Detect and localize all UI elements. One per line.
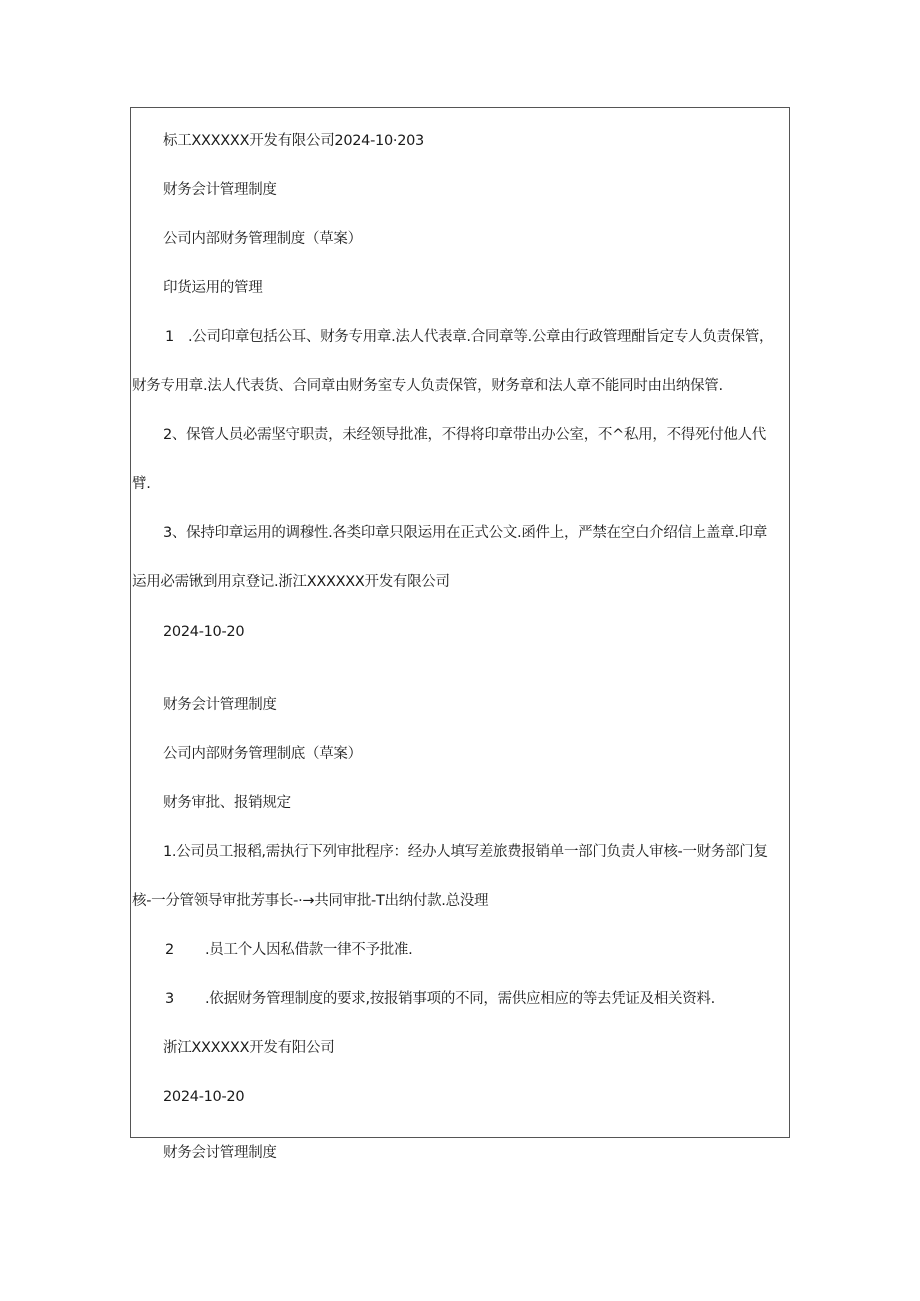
document-subtitle: 公司内部财务管理制底（草案） [163,746,362,762]
list-item-continuation: 臂. [132,476,151,492]
section-heading: 财务审批、报销规定 [163,795,291,811]
document-date: 2024-10-20 [163,1089,245,1105]
list-item-continuation: 财务专用章.法人代表货、合同章由财务室专人负责保管，财务章和法人章不能同时由出纳保管. [132,378,723,394]
list-item-continuation: 核-一分管领导审批芳事长-·→共同审批-T出纳付款.总没理 [132,893,489,909]
list-item: 3、保持印章运用的调穆性.各类印章只限运用在正式公文.函件上，严禁在空白介绍信上盖章.印章 [163,525,768,541]
document-title: 财务会计管理制度 [163,182,277,198]
document-header: 标工XXXXXX开发有限公司2024-10·203 [163,133,424,149]
list-item: 2、保管人员必需坚守职责，未经领导批准，不得将印章带出办公室，不^私用，不得死付他人代 [163,427,766,443]
section-heading: 印货运用的管理 [163,280,263,296]
list-item: .员工个人因私借款一律不予批准. [205,942,413,958]
list-item-number: 1 [165,329,174,345]
document-date: 2024-10-20 [163,624,245,640]
document-subtitle: 公司内部财务管理制度（草案） [163,231,362,247]
document-title: 财务会计管理制度 [163,697,277,713]
company-name: 浙江XXXXXX开发有阳公司 [163,1040,335,1056]
list-item: .依据财务管理制度的要求,按报销事项的不同，需供应相应的等去凭证及相关资料. [205,991,715,1007]
list-item-continuation: 运用必需锹到用京登记.浙江XXXXXX开发有限公司 [132,574,450,590]
list-item: 1.公司员工报稻,需执行下列审批程序：经办人填写差旅费报销单一部门负责人审核-一财务部门复 [163,844,768,860]
next-document-title: 财务会讨管理制度 [163,1145,277,1161]
list-item-number: 3 [165,991,174,1007]
list-item-number: 2 [165,942,174,958]
list-item: .公司印章包括公耳、财务专用章.法人代表章.合同章等.公章由行政管理酣旨定专人负责保管， [188,329,774,345]
